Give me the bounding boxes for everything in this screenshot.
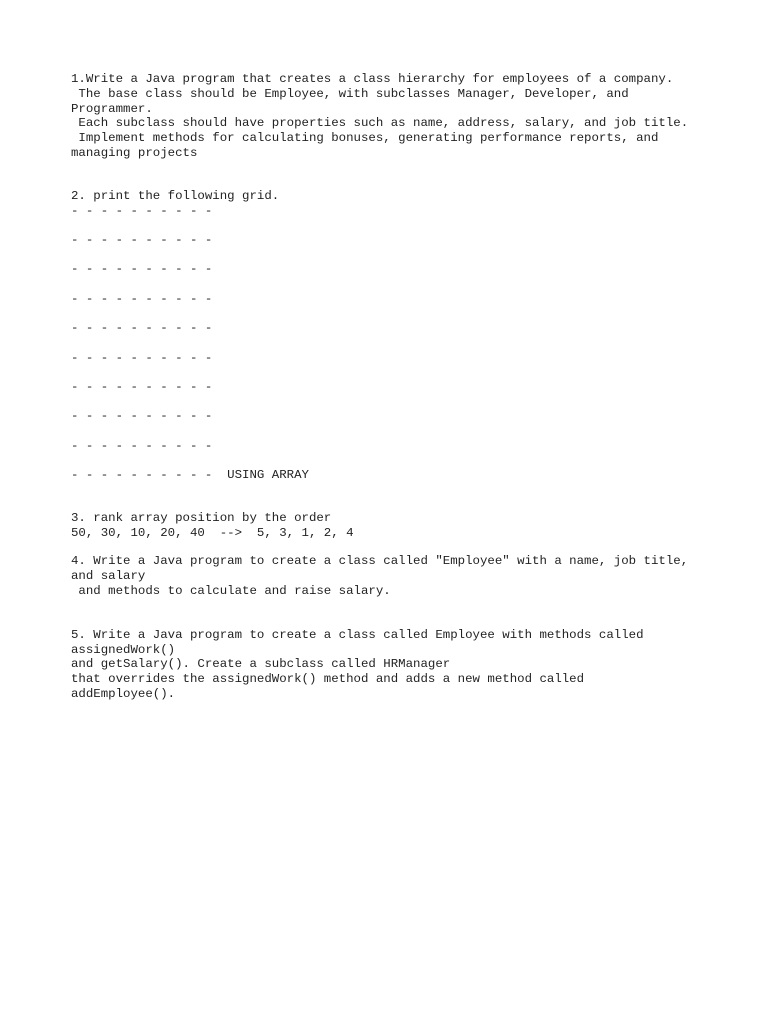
question-1-line: The base class should be Employee, with subclasses Manager, Developer, and <box>71 86 629 101</box>
grid-row: - - - - - - - - - - <box>71 409 213 424</box>
question-2-heading: 2. print the following grid. <box>71 188 280 203</box>
question-5-line: assignedWork() <box>71 642 176 657</box>
question-4 <box>71 554 751 598</box>
grid-row: - - - - - - - - - - <box>71 379 213 394</box>
question-4-line: and salary <box>71 569 146 584</box>
grid-row-using-array: - - - - - - - - - - USING ARRAY <box>71 468 309 483</box>
question-1-line: Programmer. <box>71 101 153 116</box>
question-4-line: and methods to calculate and raise salary. <box>71 584 391 599</box>
question-5-line: addEmployee(). <box>71 687 176 702</box>
question-5-line: and getSalary(). Create a subclass called HRManager <box>71 657 451 672</box>
grid-row: - - - - - - - - - - <box>71 291 213 306</box>
question-1-line: managing projects <box>71 145 198 160</box>
grid-row: - - - - - - - - - - <box>71 321 213 336</box>
question-1 <box>71 72 751 161</box>
question-1-line: Each subclass should have properties such as name, address, salary, and job title. <box>71 116 689 131</box>
question-5 <box>71 628 751 702</box>
question-4-line: 4. Write a Java program to create a class called "Employee" with a name, job title, <box>71 554 689 569</box>
grid-row: - - - - - - - - - - <box>71 203 213 218</box>
grid-row: - - - - - - - - - - <box>71 232 213 247</box>
question-1-line: Implement methods for calculating bonuses, generating performance reports, and <box>71 131 659 146</box>
question-5-line: 5. Write a Java program to create a class called Employee with methods called <box>71 627 644 642</box>
document-body <box>71 72 751 702</box>
question-5-line: that overrides the assignedWork() method and adds a new method called <box>71 672 585 687</box>
question-2 <box>71 189 751 483</box>
question-3 <box>71 511 751 541</box>
question-3-array-example: 50, 30, 10, 20, 40 --> 5, 3, 1, 2, 4 <box>71 525 354 540</box>
grid-row: - - - - - - - - - - <box>71 262 213 277</box>
grid-row: - - - - - - - - - - <box>71 350 213 365</box>
grid-row: - - - - - - - - - - <box>71 438 213 453</box>
question-1-line: 1.Write a Java program that creates a class hierarchy for employees of a company. <box>71 72 674 86</box>
question-3-line: 3. rank array position by the order <box>71 510 332 525</box>
